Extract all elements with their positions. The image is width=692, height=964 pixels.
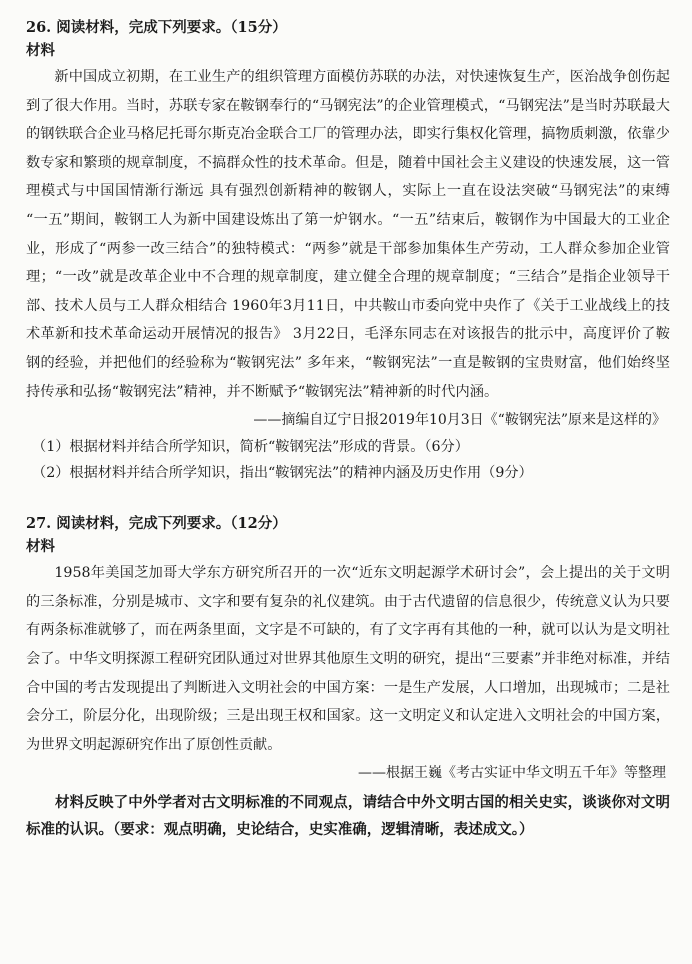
- section-gap: [26, 486, 670, 514]
- question-27: [26, 514, 670, 843]
- question-27-material-text: 1958年美国芝加哥大学东方研究所召开的一次“近东文明起源学术研讨会”，会上提出的关于文明的三条标准，分别是城市、文字和要有复杂的礼仪建筑。由于古代遗留的信息很少，传统意义认为只要有两条标准就够了，而在两条里面，文字是不可缺的，有了文字再有其他的一种，就可以认为是文明社会了。中华文明探源工程研究团队通过对世界其他原生文明的研究，提出“三要素”并非绝对标准，并结合中国的考古发现提出了判断进入文明社会的中国方案：一是生产发展，人口增加，出现城市；二是社会分工，阶层分化，出现阶级；三是出现王权和国家。这一文明定义和认定进入文明社会的中国方案，为世界文明起源研究作出了原创性贡献。: [26, 565, 670, 753]
- question-26-material-label: 材料: [26, 42, 55, 59]
- question-27-heading: 27. 阅读材料，完成下列要求。（12分）: [26, 515, 287, 533]
- question-26-subquestion-1: （1）根据材料并结合所学知识，简析“鞍钢宪法”形成的背景。（6分）: [32, 439, 469, 456]
- question-26-source: ——摘编自辽宁日报2019年10月3日《“鞍钢宪法”原来是这样的》: [253, 412, 666, 429]
- question-26-material-text: 新中国成立初期，在工业生产的组织管理方面模仿苏联的办法，对快速恢复生产，医治战争创伤起到了很大作用。当时，苏联专家在鞍钢奉行的“马钢宪法”的企业管理模式，“马钢宪法”是当时苏联最大的钢铁联合企业马格尼托哥尔斯克冶金联合工厂的管理办法，即实行集权化管理，搞物质刺激，依靠少数专家和繁琐的规章制度，不搞群众性的技术革命。但是，随着中国社会主义建设的快速发展，这一管理模式与中国国情渐行渐远 具有强烈创新精神的鞍钢人，实际上一直在设法突破“马钢宪法”的束缚 “一五”期间，鞍钢工人为新中国建设炼出了第一炉钢水。“一五”结束后，鞍钢作为中国最大的工业企业，形成了“两参一改三结合”的独特模式：“两参”就是干部参加集体生产劳动，工人群众参加企业管理；“一改”就是改革企业中不合理的规章制度，建立健全合理的规章制度；“三结合”是指企业领导干部、技术人员与工人群众相结合 1960年3月11日，中共鞍山市委向党中央作了《关于工业战线上的技术革新和技术革命运动开展情况的报告》 3月22日，毛泽东同志在对该报告的批示中，高度评价了鞍钢的经验，并把他们的经验称为“鞍钢宪法” 多年来，“鞍钢宪法”一直是鞍钢的宝贵财富，他们始终坚持传承和弘扬“鞍钢宪法”精神，并不断赋予“鞍钢宪法”精神新的时代内涵。: [26, 69, 670, 400]
- question-27-source: ——根据王巍《考古实证中华文明五千年》等整理: [358, 765, 666, 782]
- question-27-material-label: 材料: [26, 538, 55, 556]
- question-26: [26, 18, 670, 486]
- question-26-subquestion-2: （2）根据材料并结合所学知识，指出“鞍钢宪法”的精神内涵及历史作用（9分）: [32, 465, 533, 482]
- question-27-task: 材料反映了中外学者对古文明标准的不同观点，请结合中外文明古国的相关史实，谈谈你对文明标准的认识。（要求：观点明确，史论结合，史实准确，逻辑清晰，表述成文。）: [26, 794, 670, 839]
- question-26-heading: 26. 阅读材料，完成下列要求。（15分）: [26, 19, 287, 36]
